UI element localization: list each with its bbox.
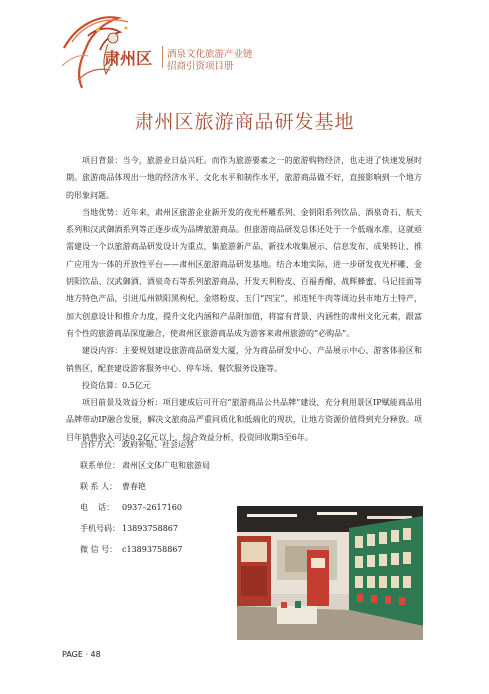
background-paragraph <box>66 152 422 204</box>
mobile-label: 手机号码： <box>80 524 120 533</box>
content-label: 建设内容： <box>82 346 123 356</box>
person-row <box>80 476 240 497</box>
background-label: 项目背景： <box>82 156 123 165</box>
prospect-text: 项目建成后可开启“旅游商品公共品牌”建设，充分利用景区IP赋能商品用品牌带动IP融合发展，解决文旅商品严重同质化和低端化的现状，让地方资源价值得到充分释放。项目年销售收入可达0.2亿元以上，综合效益分析，投资回收期5至6年。 <box>66 398 422 442</box>
exhibition-hall-image <box>237 506 423 640</box>
wechat-value: c13893758867 <box>122 545 183 554</box>
wechat-row <box>80 539 240 560</box>
project-description <box>66 152 422 446</box>
page-title: 肃州区旅游商品研发基地 <box>134 111 355 133</box>
cooperation-value: 政府补贴、社会运营 <box>122 440 194 449</box>
phone-value: 0937–2617160 <box>122 503 182 512</box>
unit-row <box>80 455 240 476</box>
person-value: 曹春艳 <box>122 482 146 491</box>
phone-label: 电 话： <box>80 503 115 512</box>
content-text: 主要规划建设旅游商品研发大厦，分为商品研发中心、产品展示中心、游客体验区和销售区，配套建设游客服务中心、停车场、餐饮服务设施等。 <box>66 346 423 373</box>
header-divider <box>162 46 163 68</box>
exhibition-hall-photo <box>237 506 423 640</box>
content-paragraph <box>66 342 422 377</box>
page-number: PAGE · 48 <box>62 650 101 659</box>
background-text: 当今，旅游业日益兴旺。而作为旅游要素之一的旅游购物经济，也走进了快速发展时期。旅游商品体现出一地的经济水平、文化水平和制作水平，旅游商品做不好，直接影响到一个地方的形象问题。 <box>66 156 423 200</box>
advantage-paragraph <box>66 204 422 342</box>
unit-value: 肃州区文体广电和旅游局 <box>122 461 210 470</box>
brochure-subtitle: 招商引资项目册 <box>167 61 234 72</box>
cooperation-row <box>80 434 240 455</box>
investment-paragraph <box>66 377 422 394</box>
advantage-text: 近年来，肃州区旅游企业新开发的夜光杯雕系列、金钥阳系列饮品、酒泉奇石、航天系列和汉武御酒系列等正逐步成为品牌旅游商品。但旅游商品研发总体还处于一个低端水准，这就亟需建设一个以旅游商品研发设计为重点，集旅游新产品、新技术收集展示、信息发布、成果转让、推广应用为一体的开放性平台——肃州区旅游商品研发基地。结合本地实际，进一步研发夜光杯雕、金钥阳饮品、汉武御酒、酒泉奇石等系列旅游商品，开发天利粉皮、百福香醋、战辉蜂蜜、马记挂面等地方特色产品，引进瓜州锁阳黑枸杞、金塔粉皮、玉门“四宝”、祁连牦牛肉等周边县市地方土特产，加大创意设计和推介力度，提升文化内涵和产品附加值，将富有背景、内涵性的肃州文化元素，跟富有个性的旅游商品深度融合，使肃州区旅游商品成为游客来肃州旅游的“必购品”。 <box>66 207 423 338</box>
wechat-label: 微 信 号： <box>80 545 118 554</box>
prospect-label: 项目前景及效益分析： <box>82 398 163 408</box>
investment-label: 投资估算： <box>82 380 122 390</box>
contact-info <box>80 434 240 560</box>
advantage-label: 当地优势： <box>82 207 123 217</box>
cooperation-label: 合作方式： <box>80 440 120 449</box>
phone-row <box>80 497 240 518</box>
mobile-value: 13893758867 <box>122 524 178 533</box>
investment-text: 0.5亿元 <box>122 380 151 390</box>
unit-label: 联系单位： <box>80 461 120 470</box>
brochure-series-title: 酒泉文化旅游产业链 <box>167 49 253 60</box>
mobile-row <box>80 518 240 539</box>
district-name: 肃州区 <box>104 49 153 68</box>
person-label: 联 系 人： <box>80 482 118 491</box>
